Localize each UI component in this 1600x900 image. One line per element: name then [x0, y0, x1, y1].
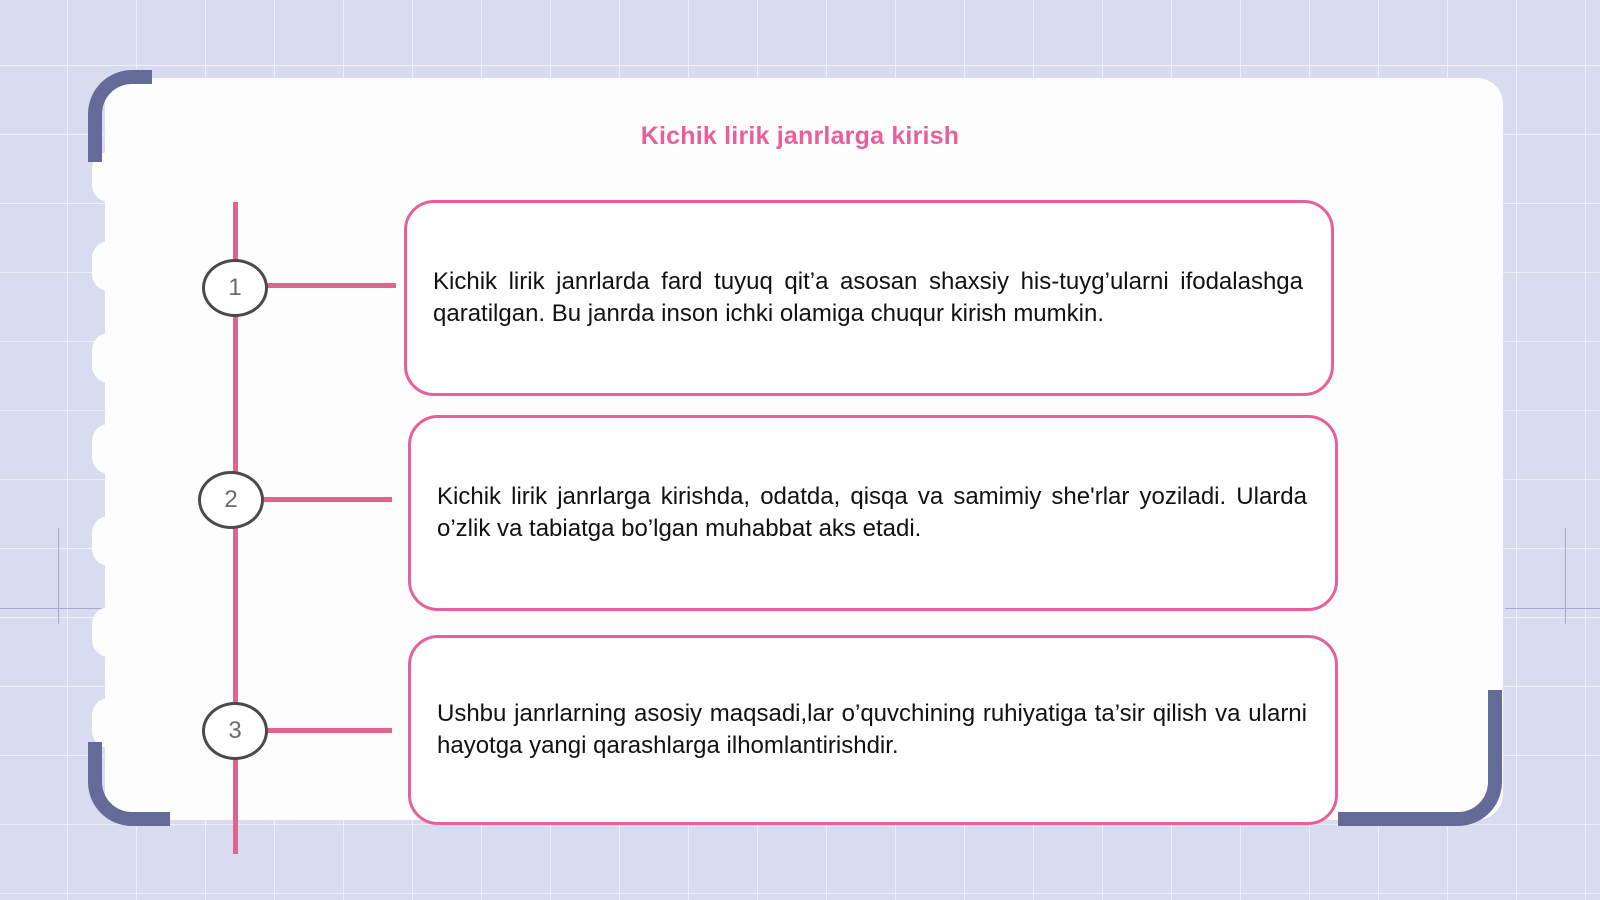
timeline-marker-3: 3 [202, 702, 268, 760]
paper-scallop [92, 607, 126, 657]
paper-scallop [92, 698, 126, 748]
background-crosshair-right [1565, 528, 1566, 624]
timeline-connector-3 [266, 728, 392, 733]
background-crosshair-right-h [1505, 608, 1600, 609]
timeline-marker-1: 1 [202, 259, 268, 317]
paper-scallop [92, 424, 126, 474]
background-crosshair-left [58, 528, 59, 624]
timeline-item-box-2 [408, 415, 1338, 611]
timeline-item-box-3 [408, 635, 1338, 825]
timeline-item-text-1: Kichik lirik janrlarda fard tuyuq qit’a asosan shaxsiy his-tuyg’ularni ifodalashga qaratilgan. Bu janrda inson ichki olamiga chuqur kirish mumkin. [433, 268, 1303, 327]
timeline-item-text-3: Ushbu janrlarning asosiy maqsadi,lar o’quvchining ruhiyatiga ta’sir qilish va ularni hayotga yangi qarashlarga ilhomlantirishdir. [437, 700, 1307, 759]
paper-scallop [92, 516, 126, 566]
timeline-connector-1 [266, 283, 396, 288]
paper-scallop [92, 241, 126, 291]
timeline-marker-2: 2 [198, 471, 264, 529]
corner-bracket-bottom-right [1338, 690, 1502, 826]
slide-title: Kichik lirik janrlarga kirish [640, 122, 960, 150]
timeline-item-box-1 [404, 200, 1334, 396]
corner-bracket-bottom-left [88, 742, 170, 826]
paper-scallop [92, 333, 126, 383]
timeline-connector-2 [262, 497, 392, 502]
timeline-item-text-2: Kichik lirik janrlarga kirishda, odatda, qisqa va samimiy she'rlar yoziladi. Ularda o’zlik va tabiatga bo’lgan muhabbat aks etadi. [437, 483, 1307, 542]
